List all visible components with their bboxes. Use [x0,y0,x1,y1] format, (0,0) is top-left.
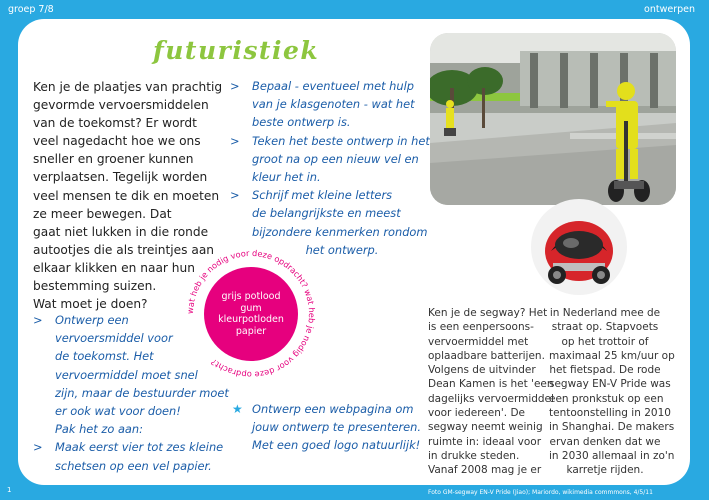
segway-text-line: in drukke steden. [428,449,520,462]
step-line [230,186,430,204]
segway-text-line: tentoonstelling in 2010 [549,407,671,420]
step-line [230,150,430,168]
intro-line: veel nagedacht hoe we ons [33,134,201,149]
step-bullet: > [33,313,43,327]
intro-line: autootjes die als treintjes aan [33,242,215,257]
env-pride-photo [531,199,627,295]
step-text: Bepaal - eventueel met hulp [252,79,415,93]
segway-photo [430,33,676,205]
web-task-line [230,400,421,418]
web-task-text: jouw ontwerp te presenteren. [252,420,421,435]
web-task-line [230,436,421,454]
intro-line: verplaatsen. Tegelijk worden [33,170,208,185]
star-icon: ★ [232,402,243,416]
segway-text-line: ruimte in: ideaal voor [428,435,542,448]
step-line [33,438,233,456]
material-item: papier [235,325,267,337]
step-bullet: > [33,440,43,455]
segway-text-column-1 [428,306,554,478]
intro-line: gaat niet lukken in die ronde [33,224,209,239]
intro-line: sneller en groener kunnen [33,152,194,167]
intro-line: bestemming suizen. [33,279,157,294]
segway-text-line: voor iedereen'. De [428,407,525,420]
step-text: de belangrijkste en meest [252,206,401,221]
segway-text-line: in Shanghai. De makers [549,421,675,434]
step-text: bijzondere kenmerken rondom [252,224,428,239]
step-line [230,132,430,150]
web-task-text: Met een goed logo natuurlijk! [252,438,421,453]
segway-text-line: maximaal 25 km/uur op [549,349,675,362]
material-item: kleurpotloden [218,314,284,325]
step-text: Pak het zo aan: [55,422,143,437]
segway-text-line: segway EN-V Pride was [549,378,671,391]
page-title: futuristiek [153,36,320,65]
step-text: het ontwerp. [305,242,379,257]
material-item: grijs potlood [221,291,281,302]
group-label: groep 7/8 [8,4,54,15]
segway-text-line: op het trottoir of [561,335,649,348]
web-task-line [230,418,421,436]
step-text: Teken het beste ontwerp in het [252,133,430,148]
step-line [230,95,430,113]
intro-line: Ken je de plaatjes van prachtig [33,80,223,94]
segway-text-line: ervan denken dat we [549,435,661,448]
segway-text-line: dagelijks vervoermiddel [428,392,554,405]
step-line [230,77,430,95]
intro-line: van de toekomst? Er wordt [33,116,197,131]
step-text: vervoermiddel moet snel [55,367,198,382]
step-line [230,204,430,222]
materials-list [211,291,291,337]
intro-line: Wat moet je doen? [33,297,148,312]
step-line [33,457,233,475]
step-line [33,384,233,402]
step-text: kleur het in. [252,170,321,185]
step-line [33,402,233,420]
segway-text-line: is een eenpersoons- [428,321,534,334]
step-text: Maak eerst vier tot zes kleine [55,440,224,455]
segway-text-line: het fietspad. De rode [549,364,661,377]
step-line [230,113,430,131]
step-bullet: > [230,79,240,93]
step-text: beste ontwerp is. [252,115,351,130]
step-text: van je klasgenoten - wat het [252,97,415,112]
intro-line: veel mensen te dik en moeten [33,188,220,203]
material-item: gum [240,302,262,314]
section-label: ontwerpen [644,4,695,15]
content-panel [18,19,690,485]
step-text: zijn, maar de bestuurder moet [55,385,229,400]
segway-text-line: Ken je de segway? Het [428,307,548,319]
materials-circle [180,243,322,385]
segway-text-line: Volgens de uitvinder [428,364,536,377]
intro-line: ze meer bewegen. Dat [33,206,172,221]
step-line [33,420,233,438]
step-text: schetsen op een vel papier. [55,458,212,473]
segway-text-line: een pronkstuk op een [549,392,664,405]
step-text: groot na op een nieuw vel en [252,151,419,166]
step-text: Ontwerp een [55,313,129,327]
segway-text-line: segway neemt weinig [428,421,543,434]
segway-text-line: in Nederland mee de [549,307,661,319]
step-text: vervoersmiddel voor [55,331,173,346]
segway-text-line: Vanaf 2008 mag je er [428,464,542,477]
intro-line: gevormde vervoersmiddelen [33,98,209,113]
segway-text-line: karretje rijden. [566,464,644,477]
step-line [230,223,430,241]
step-text: Schrijf met kleine letters [252,188,393,203]
segway-text-column-2 [549,306,675,478]
steps-right [230,77,430,259]
step-bullet: > [230,188,240,203]
page-number: 1 [7,486,12,494]
step-line [230,168,430,186]
ring-text: wat heb je nodig voor deze opdracht? wat heb je nodig voor deze opdracht? [184,247,318,381]
segway-text-line: in 2030 allemaal in zo'n [549,449,675,462]
step-text: er ook wat voor doen! [55,404,181,419]
segway-text-line: oplaadbare batterijen. [428,349,545,362]
step-text: de toekomst. Het [55,349,154,364]
web-task [230,400,421,455]
segway-text-line: straat op. Stapvoets [551,321,659,334]
web-task-text: Ontwerp een webpagina om [252,402,414,416]
intro-line: elkaar klikken en naar hun [33,260,195,275]
photo-credit: Foto GM-segway EN-V Pride (Jiao); Mariordo, wikimedia commmons, 4/5/11 [428,489,653,496]
segway-text-line: Dean Kamen is het 'een [428,378,554,391]
step-bullet: > [230,133,240,148]
segway-text-line: vervoermiddel met [428,335,529,348]
